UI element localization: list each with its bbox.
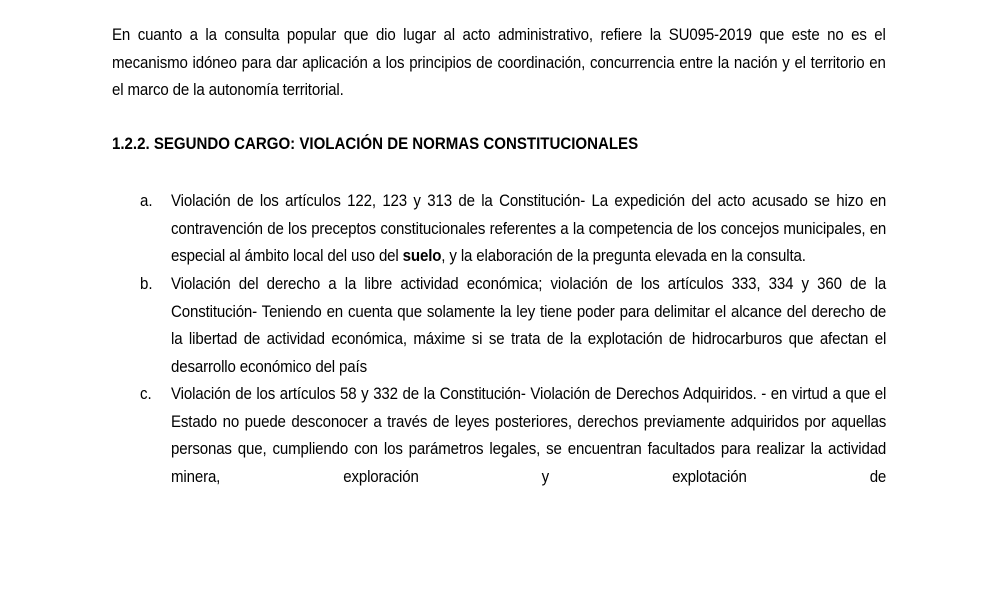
- list-item-text: Violación del derecho a la libre actividad económica; violación de los artículos 333, 334 y 360 de la Constitución- Teniendo en cuenta que solamente la ley tiene poder para delimitar el alcance del derecho de la libertad de actividad económica, máxime si se trata de la explotación de hidrocarburos que afectan el desarrollo económico del país: [171, 275, 887, 376]
- list-marker: b.: [140, 275, 153, 293]
- bold-term: suelo: [402, 247, 442, 265]
- charges-list: [140, 188, 886, 491]
- list-marker: a.: [140, 192, 153, 210]
- list-item-text-part: , y la elaboración de la pregunta elevada en la consulta.: [441, 247, 806, 265]
- list-item-text: [171, 188, 886, 271]
- intro-paragraph: En cuanto a la consulta popular que dio lugar al acto administrativo, refiere la SU095-2019 que este no es el mecanismo idóneo para dar aplicación a los principios de coordinación, concurrencia entre la nación y el territorio en el marco de la autonomía territorial.: [112, 26, 886, 99]
- list-marker: c.: [140, 385, 152, 403]
- list-item: [140, 381, 886, 491]
- section-heading: 1.2.2. SEGUNDO CARGO: VIOLACIÓN DE NORMAS CONSTITUCIONALES: [112, 135, 639, 153]
- list-item: [140, 188, 886, 271]
- list-item-text-part: Violación de los artículos 122, 123 y 313 de la Constitución- La expedición del acto acusado se hizo en contravención de los preceptos constitucionales referentes a la competencia de los concejos municipales, en especial al ámbito local del uso del: [171, 192, 887, 265]
- list-item: [140, 271, 886, 381]
- list-item-text: Violación de los artículos 58 y 332 de la Constitución- Violación de Derechos Adquiridos. - en virtud a que el Estado no puede desconocer a través de leyes posteriores, derechos previamente adquiridos por aquellas personas que, cumpliendo con los parámetros legales, se encuentran facultados para realizar la actividad minera, exploración y explotación de: [171, 385, 887, 486]
